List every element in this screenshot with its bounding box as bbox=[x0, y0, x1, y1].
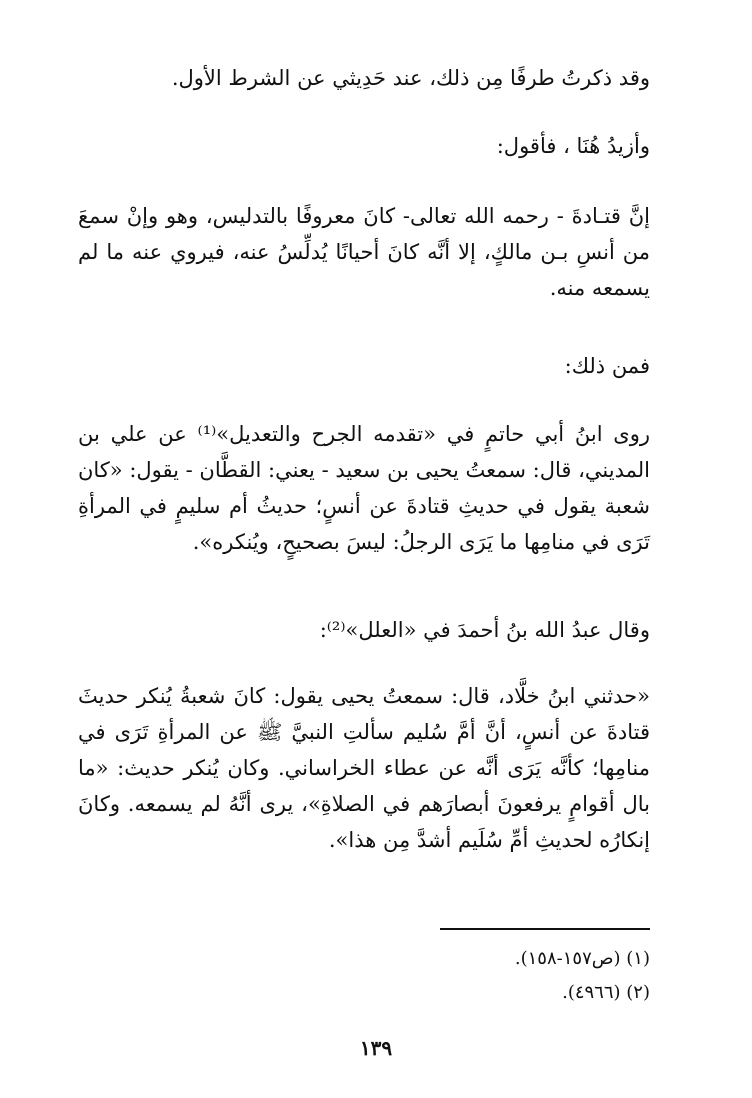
paragraph-7: «حدثني ابنُ خلَّاد، قال: سمعتُ يحيى يقول: كانَ شعبةُ يُنكر حديثَ قتادةَ عن أنسٍ، أنَّ أمَّ سُليم سألتِ النبيَّ ﷺ عن المرأةِ تَرَى في منامِها؛ كأنَّه يَرَى أنَّه عن عطاء الخراساني. وكان يُنكر حديث: «ما بال أقوامٍ يرفعونَ أبصارَهم في الصلاةِ»، يرى أنَّهُ لم يسمعه. وكانَ إنكارُه لحديثِ أمِّ سُلَيم أشدَّ مِن هذا». bbox=[78, 684, 650, 852]
paragraph-3: إنَّ قتـادةَ - رحمه الله تعالى- كانَ معروفًا بالتدليس، وهو وإنْ سمعَ من أنسِ بـن مالكٍ، إلا أنَّه كانَ أحيانًا يُدلِّسُ عنه، فيروي عنه ما لم يسمعه منه. bbox=[78, 204, 650, 300]
paragraph-1: وقد ذكرتُ طرفًا مِن ذلك، عند حَدِيثي عن الشرط الأول. bbox=[171, 66, 650, 90]
footnote-separator bbox=[440, 928, 650, 930]
paragraph-6: وقال عبدُ الله بنُ أحمدَ في «العلل»⁽²⁾: bbox=[319, 618, 650, 642]
page-number: ١٣٩ bbox=[359, 1036, 393, 1060]
paragraph-4: فمن ذلك: bbox=[564, 354, 650, 378]
paragraph-5: روى ابنُ أبي حاتمٍ في «تقدمه الجرح والتعديل»⁽¹⁾ عن علي بن المديني، قال: سمعتُ يحيى بن سعيد - يعني: القطَّان - يقول: «كان شعبة يقول في حديثِ قتادةَ عن أنسٍ؛ حديثُ أم سليمٍ في المرأةِ تَرَى في منامِها ما يَرَى الرجلُ: ليسَ بصحيحٍ، ويُنكره». bbox=[77, 422, 650, 554]
paragraph-2: وأزيدُ هُنَا ، فأقول: bbox=[496, 134, 650, 158]
footnote-1: (١) (ص١٥٧-١٥٨). bbox=[514, 948, 650, 969]
footnote-2: (٢) (٤٩٦٦). bbox=[562, 982, 650, 1003]
